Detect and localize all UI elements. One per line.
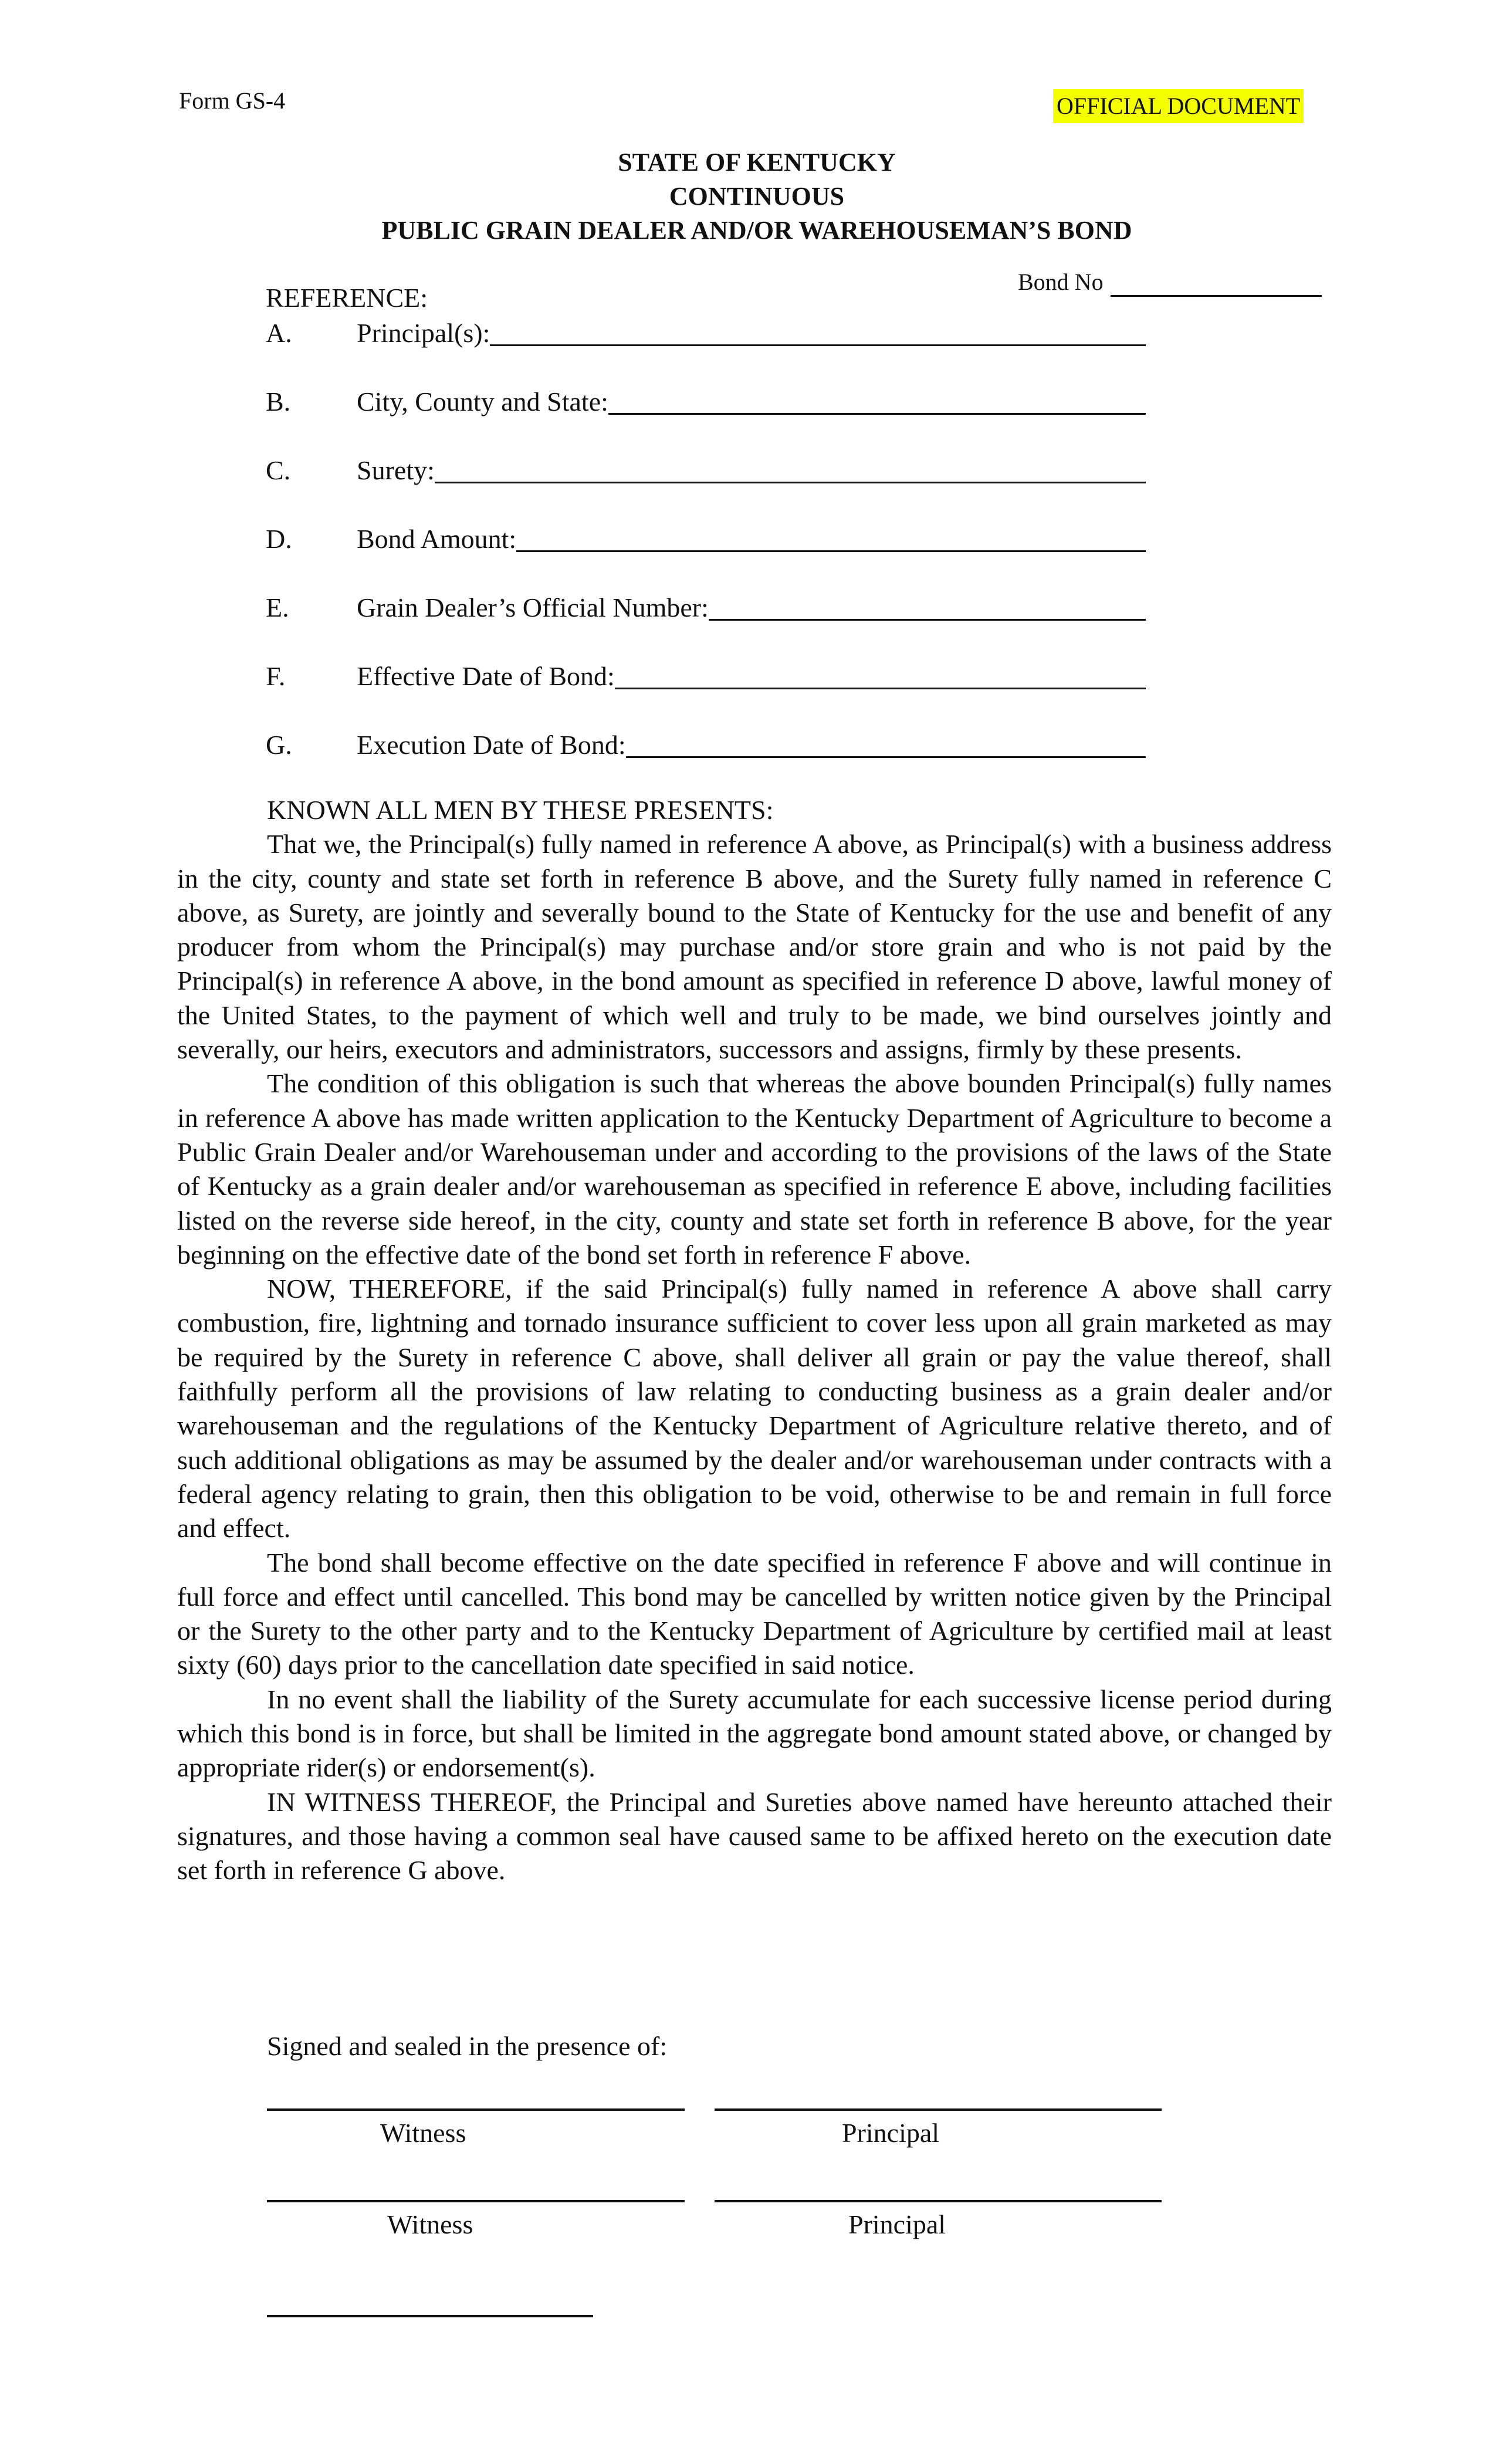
reference-letter: B.: [266, 387, 291, 417]
paragraph-in-witness: IN WITNESS THEREOF, the Principal and Sureties above named have hereunto attached their signatures, and those having a common seal have caused same to be affixed hereto on the execution date set forth in reference G above.: [177, 1786, 1332, 1886]
reference-item-principal: [266, 314, 1146, 350]
reference-letter: E.: [266, 593, 289, 622]
city-county-state-input[interactable]: [608, 386, 1146, 415]
reference-item-bond-amount: [266, 520, 1146, 556]
bond-no-label: Bond No: [1018, 269, 1104, 295]
paragraph-therefore: NOW, THEREFORE, if the said Principal(s) fully named in reference A above shall carry combustion, fire, lightning and tornado insurance sufficient to cover less upon all grain marketed as may be required by the Surety in reference C above, shall deliver all grain or pay the value thereof, shall faithfully perform all the provisions of law relating to conducting business as a grain dealer and/or warehouseman and the regulations of the Kentucky Department of Agriculture relative thereto, and of such additional obligations as may be assumed by the dealer and/or warehouseman under contracts with a federal agency relating to grain, then this obligation to be void, otherwise to be and remain in full force and effect.: [177, 1274, 1332, 1544]
witness-signature-line-1[interactable]: [267, 2108, 685, 2111]
principal-label-2: Principal: [848, 2209, 946, 2239]
reference-label: Effective Date of Bond:: [357, 661, 615, 691]
additional-signature-line[interactable]: [267, 2315, 593, 2317]
known-all-men-heading: KNOWN ALL MEN BY THESE PRESENTS:: [267, 795, 774, 825]
bond-body: [177, 793, 1332, 1888]
reference-label: Surety:: [357, 455, 435, 485]
title-state: STATE OF KENTUCKY: [618, 148, 896, 177]
principal-signature-line-2[interactable]: [715, 2200, 1162, 2202]
title-continuous: CONTINUOUS: [669, 182, 845, 211]
bond-no-field: [1018, 268, 1322, 297]
witness-signature-line-2[interactable]: [267, 2200, 685, 2202]
title-bond-type: PUBLIC GRAIN DEALER AND/OR WAREHOUSEMAN’S BOND: [381, 216, 1132, 245]
reference-label: Bond Amount:: [357, 524, 517, 554]
surety-input[interactable]: [435, 455, 1146, 483]
execution-date-input[interactable]: [626, 729, 1146, 758]
reference-item-effective-date: [266, 658, 1146, 693]
reference-letter: F.: [266, 661, 286, 691]
reference-item-execution-date: [266, 726, 1146, 761]
reference-item-city-county-state: [266, 383, 1146, 418]
reference-letter: A.: [266, 318, 292, 348]
witness-label-1: Witness: [380, 2118, 466, 2148]
principal-signature-line-1[interactable]: [715, 2108, 1162, 2111]
reference-heading: REFERENCE:: [266, 283, 428, 313]
official-document-badge: OFFICIAL DOCUMENT: [1053, 89, 1304, 123]
reference-item-surety: [266, 452, 1146, 487]
paragraph-condition: The condition of this obligation is such that whereas the above bounden Principal(s) fully names in reference A above has made written application to the Kentucky Department of Agriculture to become a Public Grain Dealer and/or Warehouseman under and according to the provisions of the laws of the State of Kentucky as a grain dealer and/or warehouseman as specified in reference E above, including facilities listed on the reverse side hereof, in the city, county and state set forth in reference B above, for the year beginning on the effective date of the bond set forth in reference F above.: [177, 1068, 1332, 1270]
paragraph-binding: That we, the Principal(s) fully named in reference A above, as Principal(s) with a business address in the city, county and state set forth in reference B above, and the Surety fully named in reference C above, as Surety, are jointly and severally bound to the State of Kentucky for the use and benefit of any producer from whom the Principal(s) may purchase and/or store grain and who is not paid by the Principal(s) in reference A above, in the bond amount as specified in reference D above, lawful money of the United States, to the payment of which well and truly to be made, we bind ourselves jointly and severally, our heirs, executors and administrators, successors and assigns, firmly by these presents.: [177, 829, 1332, 1065]
bond-no-input[interactable]: [1111, 272, 1322, 297]
effective-date-input[interactable]: [615, 661, 1146, 689]
reference-label: Grain Dealer’s Official Number:: [357, 593, 709, 622]
bond-amount-input[interactable]: [516, 523, 1146, 552]
signed-sealed-intro: Signed and sealed in the presence of:: [267, 2031, 668, 2061]
paragraph-liability-limit: In no event shall the liability of the Surety accumulate for each successive license period during which this bond is in force, but shall be limited in the aggregate bond amount stated above, or changed by appropriate rider(s) or endorsement(s).: [177, 1684, 1332, 1783]
official-number-input[interactable]: [709, 592, 1146, 621]
reference-label: Execution Date of Bond:: [357, 730, 626, 760]
principal-label-1: Principal: [842, 2118, 940, 2148]
witness-label-2: Witness: [387, 2209, 473, 2239]
form-id: Form GS-4: [179, 87, 286, 114]
reference-letter: D.: [266, 524, 292, 554]
reference-item-official-number: [266, 589, 1146, 624]
reference-label: City, County and State:: [357, 387, 608, 417]
principal-input[interactable]: [490, 317, 1146, 346]
reference-letter: C.: [266, 455, 291, 485]
paragraph-effective-cancellation: The bond shall become effective on the date specified in reference F above and will continue in full force and effect until cancelled. This bond may be cancelled by written notice given by the Principal or the Surety to the other party and to the Kentucky Department of Agriculture by certified mail at least sixty (60) days prior to the cancellation date specified in said notice.: [177, 1547, 1332, 1680]
reference-letter: G.: [266, 730, 292, 760]
reference-label: Principal(s):: [357, 318, 490, 348]
